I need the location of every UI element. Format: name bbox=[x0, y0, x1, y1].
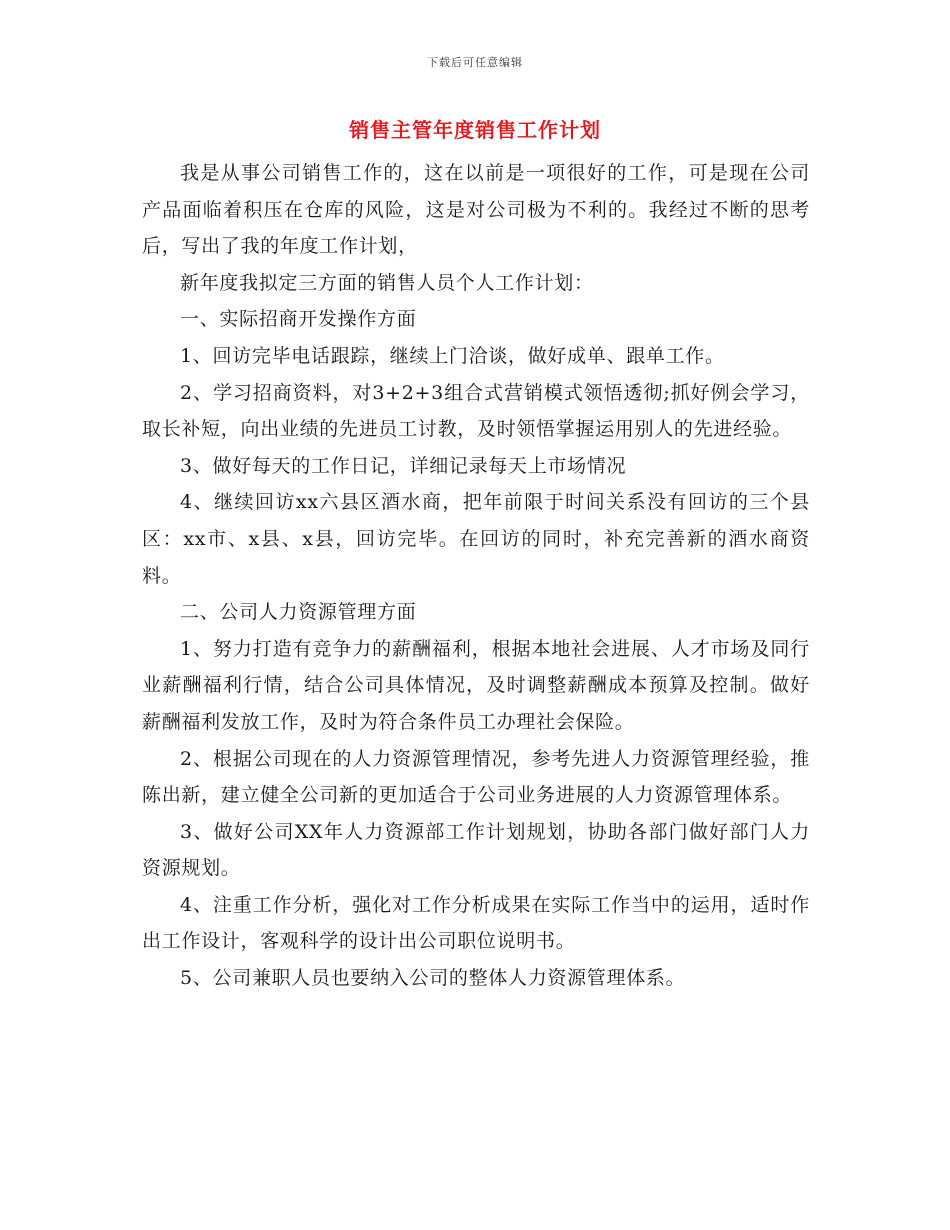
document-body bbox=[142, 155, 810, 997]
section-2-item-4: 4、注重工作分析，强化对工作分析成果在实际工作当中的运用，适时作出工作设计，客观科学的设计出公司职位说明书。 bbox=[142, 893, 810, 953]
paragraph-intro: 我是从事公司销售工作的，这在以前是一项很好的工作，可是现在公司产品面临着积压在仓库的风险，这是对公司极为不利的。我经过不断的思考后，写出了我的年度工作计划， bbox=[142, 162, 810, 258]
document-title: 销售主管年度销售工作计划 bbox=[349, 118, 601, 142]
section-1-item-4: 4、继续回访xx六县区酒水商，把年前限于时间关系没有回访的三个县区：xx市、x县、x县，回访完毕。在回访的同时，补充完善新的酒水商资料。 bbox=[142, 491, 810, 587]
paragraph-plan-overview: 新年度我拟定三方面的销售人员个人工作计划： bbox=[180, 271, 594, 294]
section-2-item-3: 3、做好公司XX年人力资源部工作计划规划，协助各部门做好部门人力资源规划。 bbox=[142, 820, 810, 880]
header-note: 下载后可任意编辑 bbox=[427, 56, 523, 69]
section-heading-2: 二、公司人力资源管理方面 bbox=[180, 601, 417, 624]
section-1-item-1: 1、回访完毕电话跟踪，继续上门洽谈，做好成单、跟单工作。 bbox=[180, 344, 725, 367]
section-2-item-5: 5、公司兼职人员也要纳入公司的整体人力资源管理体系。 bbox=[180, 967, 686, 990]
section-2-item-2: 2、根据公司现在的人力资源管理情况，参考先进人力资源管理经验，推陈出新，建立健全公司新的更加适合于公司业务进展的人力资源管理体系。 bbox=[142, 747, 810, 807]
section-2-item-1: 1、努力打造有竞争力的薪酬福利，根据本地社会进展、人才市场及同行业薪酬福利行情，结合公司具体情况，及时调整薪酬成本预算及控制。做好薪酬福利发放工作，及时为符合条件员工办理社会保险。 bbox=[142, 637, 810, 733]
section-heading-1: 一、实际招商开发操作方面 bbox=[180, 308, 417, 331]
section-1-item-2: 2、学习招商资料，对3+2+3组合式营销模式领悟透彻;抓好例会学习，取长补短，向出业绩的先进员工讨教，及时领悟掌握运用别人的先进经验。 bbox=[142, 381, 810, 441]
section-1-item-3: 3、做好每天的工作日记，详细记录每天上市场情况 bbox=[180, 454, 627, 477]
